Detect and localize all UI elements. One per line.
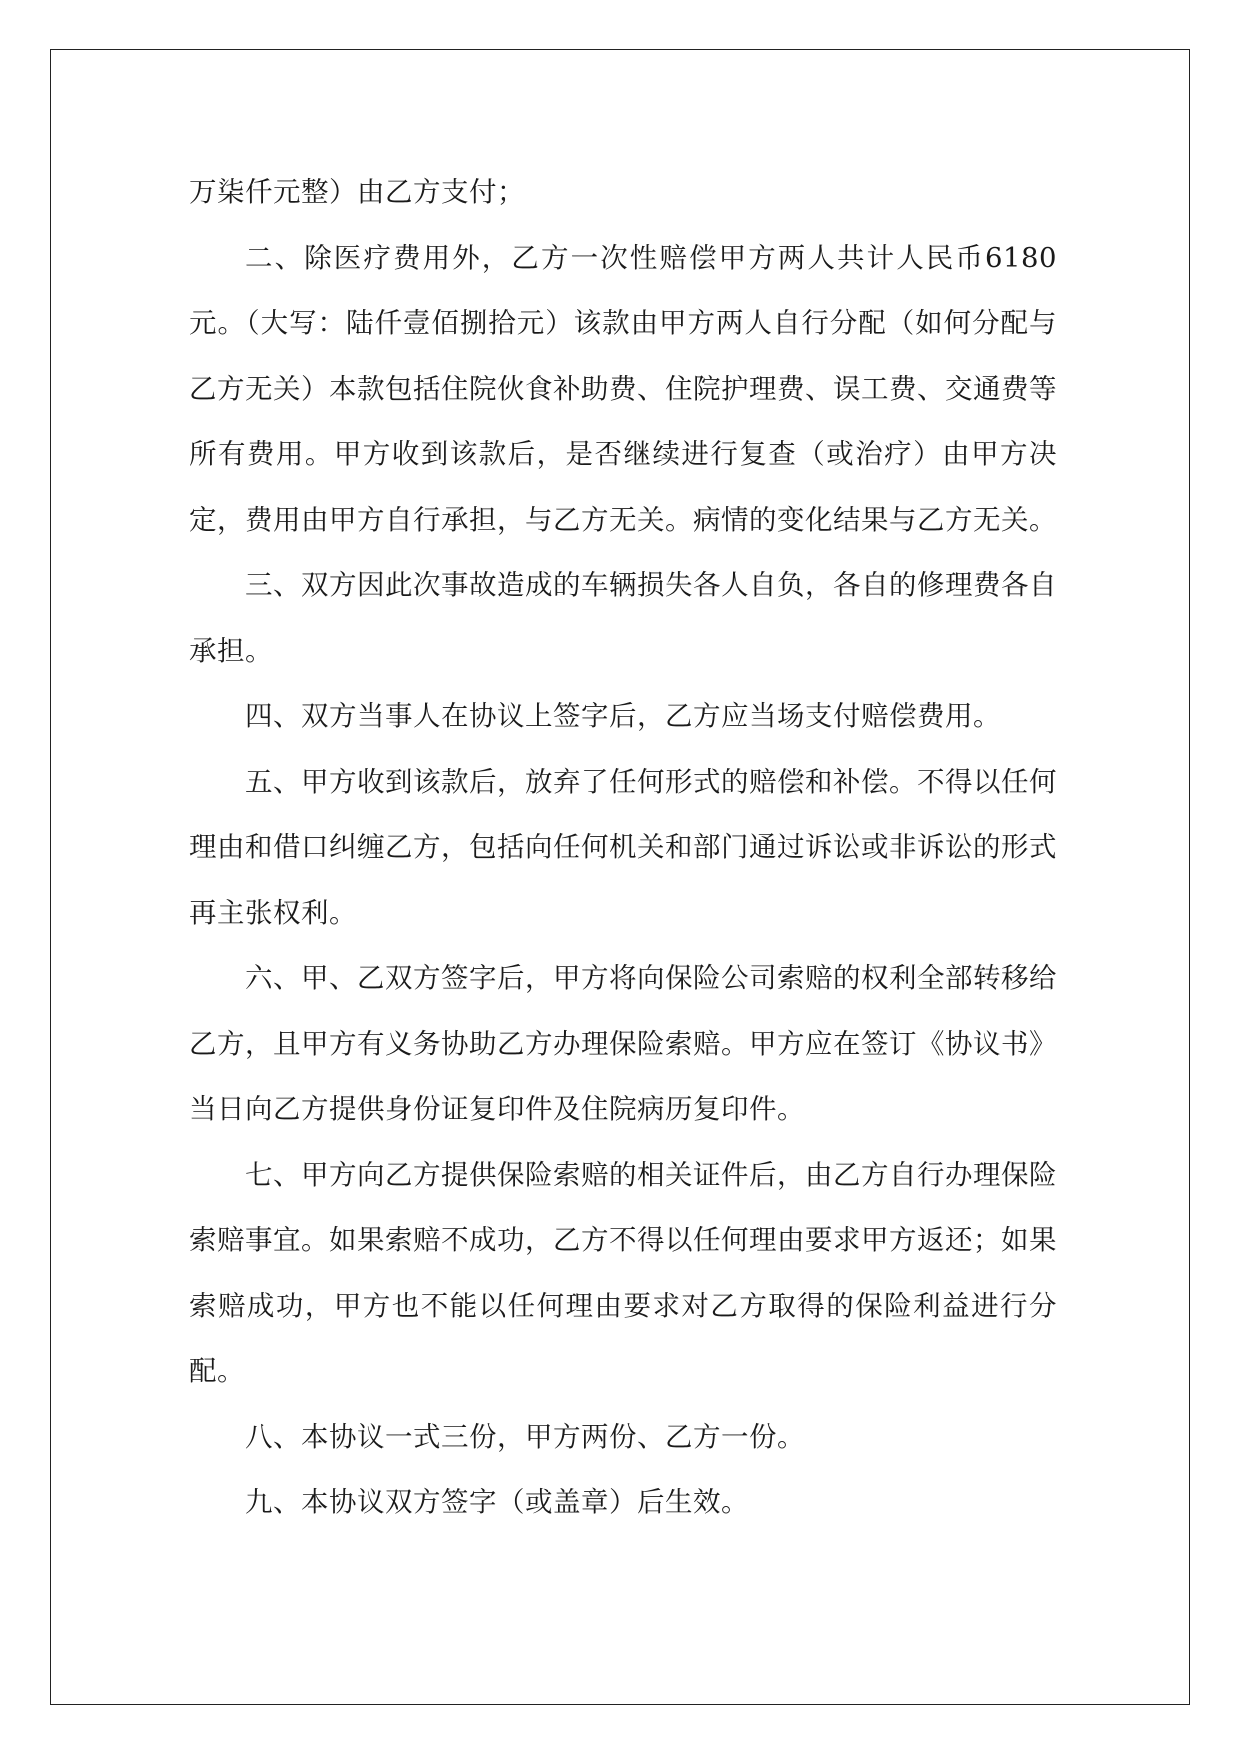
clause-3-paragraph: 三、双方因此次事故造成的车辆损失各人自负，各自的修理费各自承担。 <box>189 569 1057 667</box>
clause-5-paragraph: 五、甲方收到该款后，放弃了任何形式的赔偿和补偿。不得以任何理由和借口纠缠乙方，包括向任何机关和部门通过诉讼或非诉讼的形式再主张权利。 <box>189 765 1057 929</box>
clause-2-paragraph: 二、除医疗费用外，乙方一次性赔偿甲方两人共计人民币6180元。（大写：陆仟壹佰捌拾元）该款由甲方两人自行分配（如何分配与乙方无关）本款包括住院伙食补助费、住院护理费、误工费、交通费等所有费用。甲方收到该款后，是否继续进行复查（或治疗）由甲方决定，费用由甲方自行承担，与乙方无关。病情的变化结果与乙方无关。 <box>189 241 1057 536</box>
clause-8-paragraph: 八、本协议一式三份，甲方两份、乙方一份。 <box>245 1420 805 1453</box>
paragraph-continuation: 万柒仟元整）由乙方支付； <box>189 176 525 208</box>
document-body <box>189 160 1057 1536</box>
clause-4-paragraph: 四、双方当事人在协议上签字后，乙方应当场支付赔偿费用。 <box>245 700 1001 732</box>
clause-7-paragraph: 七、甲方向乙方提供保险索赔的相关证件后，由乙方自行办理保险索赔事宜。如果索赔不成功，乙方不得以任何理由要求甲方返还；如果索赔成功，甲方也不能以任何理由要求对乙方取得的保险利益进行分配。 <box>189 1158 1057 1387</box>
clause-6-paragraph: 六、甲、乙双方签字后，甲方将向保险公司索赔的权利全部转移给乙方，且甲方有义务协助乙方办理保险索赔。甲方应在签订《协议书》当日向乙方提供身份证复印件及住院病历复印件。 <box>189 962 1057 1125</box>
clause-9-paragraph: 九、本协议双方签字（或盖章）后生效。 <box>245 1486 749 1518</box>
